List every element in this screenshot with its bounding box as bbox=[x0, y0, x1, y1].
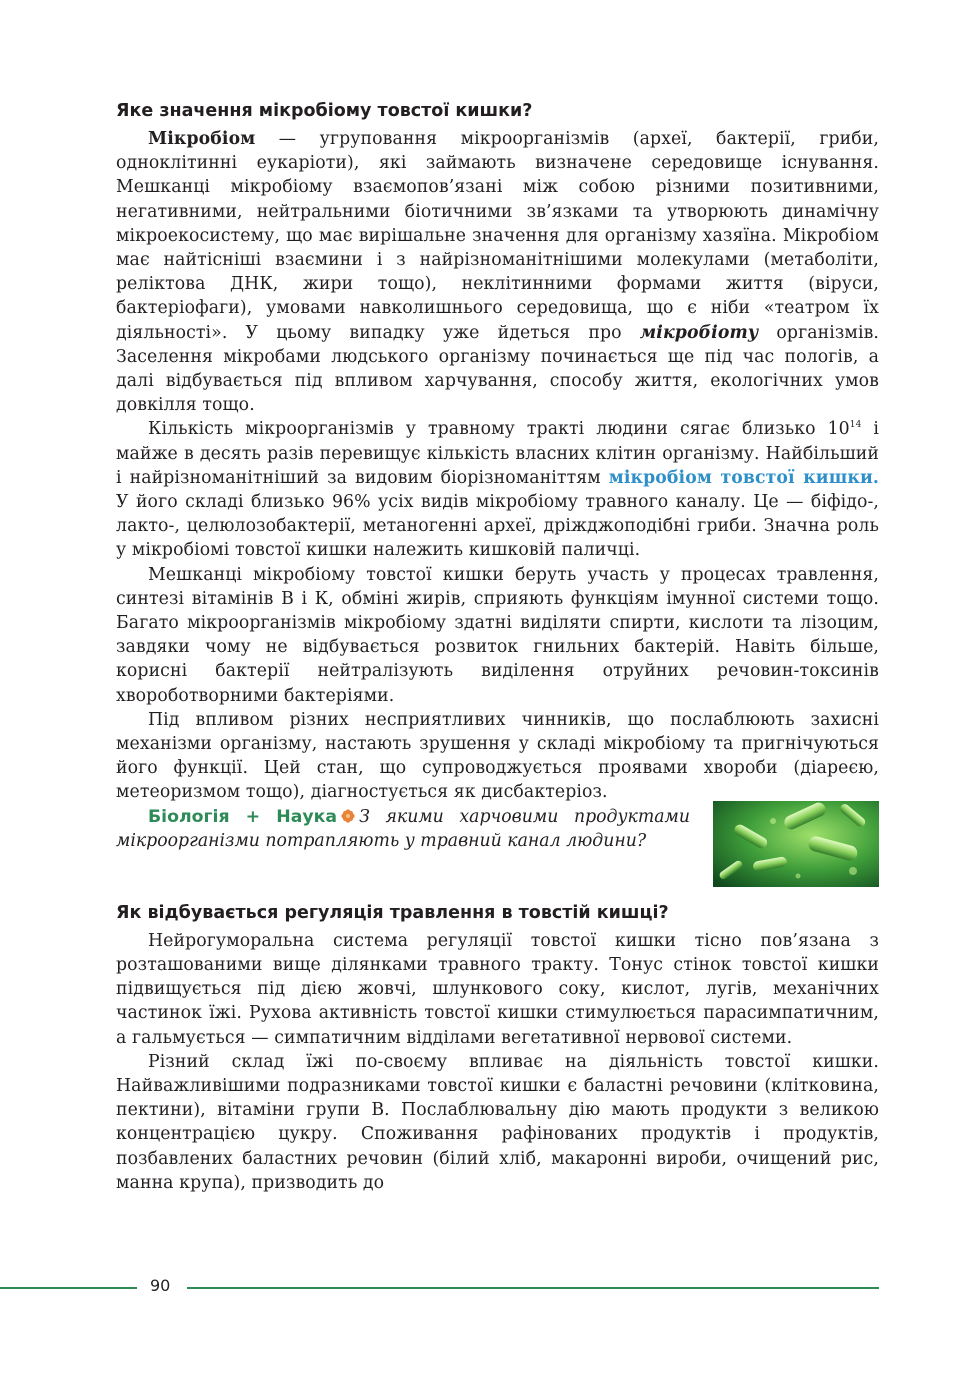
highlight-colon-microbiome: мікробіом товстої кишки. bbox=[608, 467, 879, 488]
biology-science-box bbox=[116, 805, 879, 888]
exponent: 14 bbox=[849, 420, 862, 431]
bacteria-image bbox=[713, 801, 879, 887]
aside-label: Біологія + Наука bbox=[148, 806, 338, 827]
page-number: 90 bbox=[150, 1276, 171, 1295]
paragraph-neurohumoral: Нейрогуморальна система регуляції товстої кишки тісно пов’язана з розташованими вище ділянками травного тракту. Тонус стінок товстої кишки підвищується під дією жовчі, шлункового соку, кислот, лугів, механічних частинок їжі. Рухова активність товстої кишки стимулюється парасимпатичним, а гальмується — симпатичним відділами вегетативної нервової системи. bbox=[116, 930, 879, 1048]
paragraph-dysbacteriosis: Під впливом різних несприятливих чинників, що послаблюють захисні механізми організму, настають зрушення у складі мікробіому та пригнічуються його функції. Цей стан, що супроводжується проявами хвороби (діареєю, метеоризмом тощо), діагностується як дисбактеріоз. bbox=[116, 709, 879, 803]
section-heading-microbiome: Яке значення мікробіому товстої кишки? bbox=[116, 101, 533, 121]
footer-divider-right bbox=[187, 1287, 879, 1289]
aside-question: З якими харчовими продуктами мікроорганізми потрапляють у травний канал людини? bbox=[116, 806, 690, 851]
paragraph-microbiome-definition: Мікробіом — угруповання мікроорганізмів (археї, бактерії, гриби, одноклітинні еукаріоти), які займають визначене середовище існування. Мешканці мікробіому взаємопов’язані між собою різними позитивними, негативними, нейтральними біотичними зв’язками та утворюють динамічну мікроекосистему, що має вирішальне значення для організму хазяїна. Мікробіом має найтісніші взаємини і з найрізноманітнішими молекулами (метаболіти, реліктова ДНК, жири тощо), неклітинними формами життя (віруси, бактеріофаги), умовами навколишнього середовища, що є ніби «театром їх діяльності». У цьому випадку уже йдеться про мікробіоту організмів. Заселення мікробами людського організму починається ще під час пологів, а далі відбувається під впливом харчування, способу життя, екологічних умов довкілля тощо. bbox=[116, 129, 879, 416]
paragraph-microbe-count: Кількість мікроорганізмів у травному тракті людини сягає близько $10^{14}$ і майже в десять разів перевищує кількість власних клітин організму. Найбільший і найрізноманітніший за видовим біорізноманіттям мікробіом товстої кишки. У його складі близько 96% усіх видів мікробіому травного каналу. Це — біфідо-, лакто-, целюлозобактерії, метаногенні археї, дріжджоподібні гриби. Значна роль у мікробіомі товстої кишки належить кишковій паличці. bbox=[116, 419, 879, 561]
page-content bbox=[116, 98, 879, 1195]
aside-text bbox=[116, 805, 690, 853]
footer-divider-left bbox=[0, 1287, 137, 1289]
flower-icon bbox=[341, 809, 355, 823]
section-heading-regulation: Як відбувається регуляція травлення в товстій кишці? bbox=[116, 902, 669, 923]
term-microbiome: Мікробіом bbox=[148, 129, 256, 149]
paragraph-microbiome-functions: Мешканці мікробіому товстої кишки беруть участь у процесах травлення, синтезі вітамінів В і К, обміні жирів, сприяють функціям імунної системи тощо. Багато мікроорганізмів мікробіому здатні виділяти спирти, кислоти та лізоцим, завдяки чому не відбувається розвиток гнильних бактерій. Навіть більше, корисні бактерії нейтралізують виділення отруйних речовин-токсинів хвороботворними бактеріями. bbox=[116, 564, 879, 706]
paragraph-food-influence: Різний склад їжі по-своєму впливає на діяльність товстої кишки. Найважливішими подразниками товстої кишки є баластні речовини (клітковина, пектини), вітаміни групи В. Послаблювальну дію мають продукти з великою концентрацією цукру. Споживання рафінованих продуктів і продуктів, позбавлених баластних речовин (білий хліб, макаронні вироби, очищений рис, манна крупа), призводить до bbox=[116, 1051, 879, 1193]
term-microbiota: мікробіоту bbox=[639, 322, 759, 343]
